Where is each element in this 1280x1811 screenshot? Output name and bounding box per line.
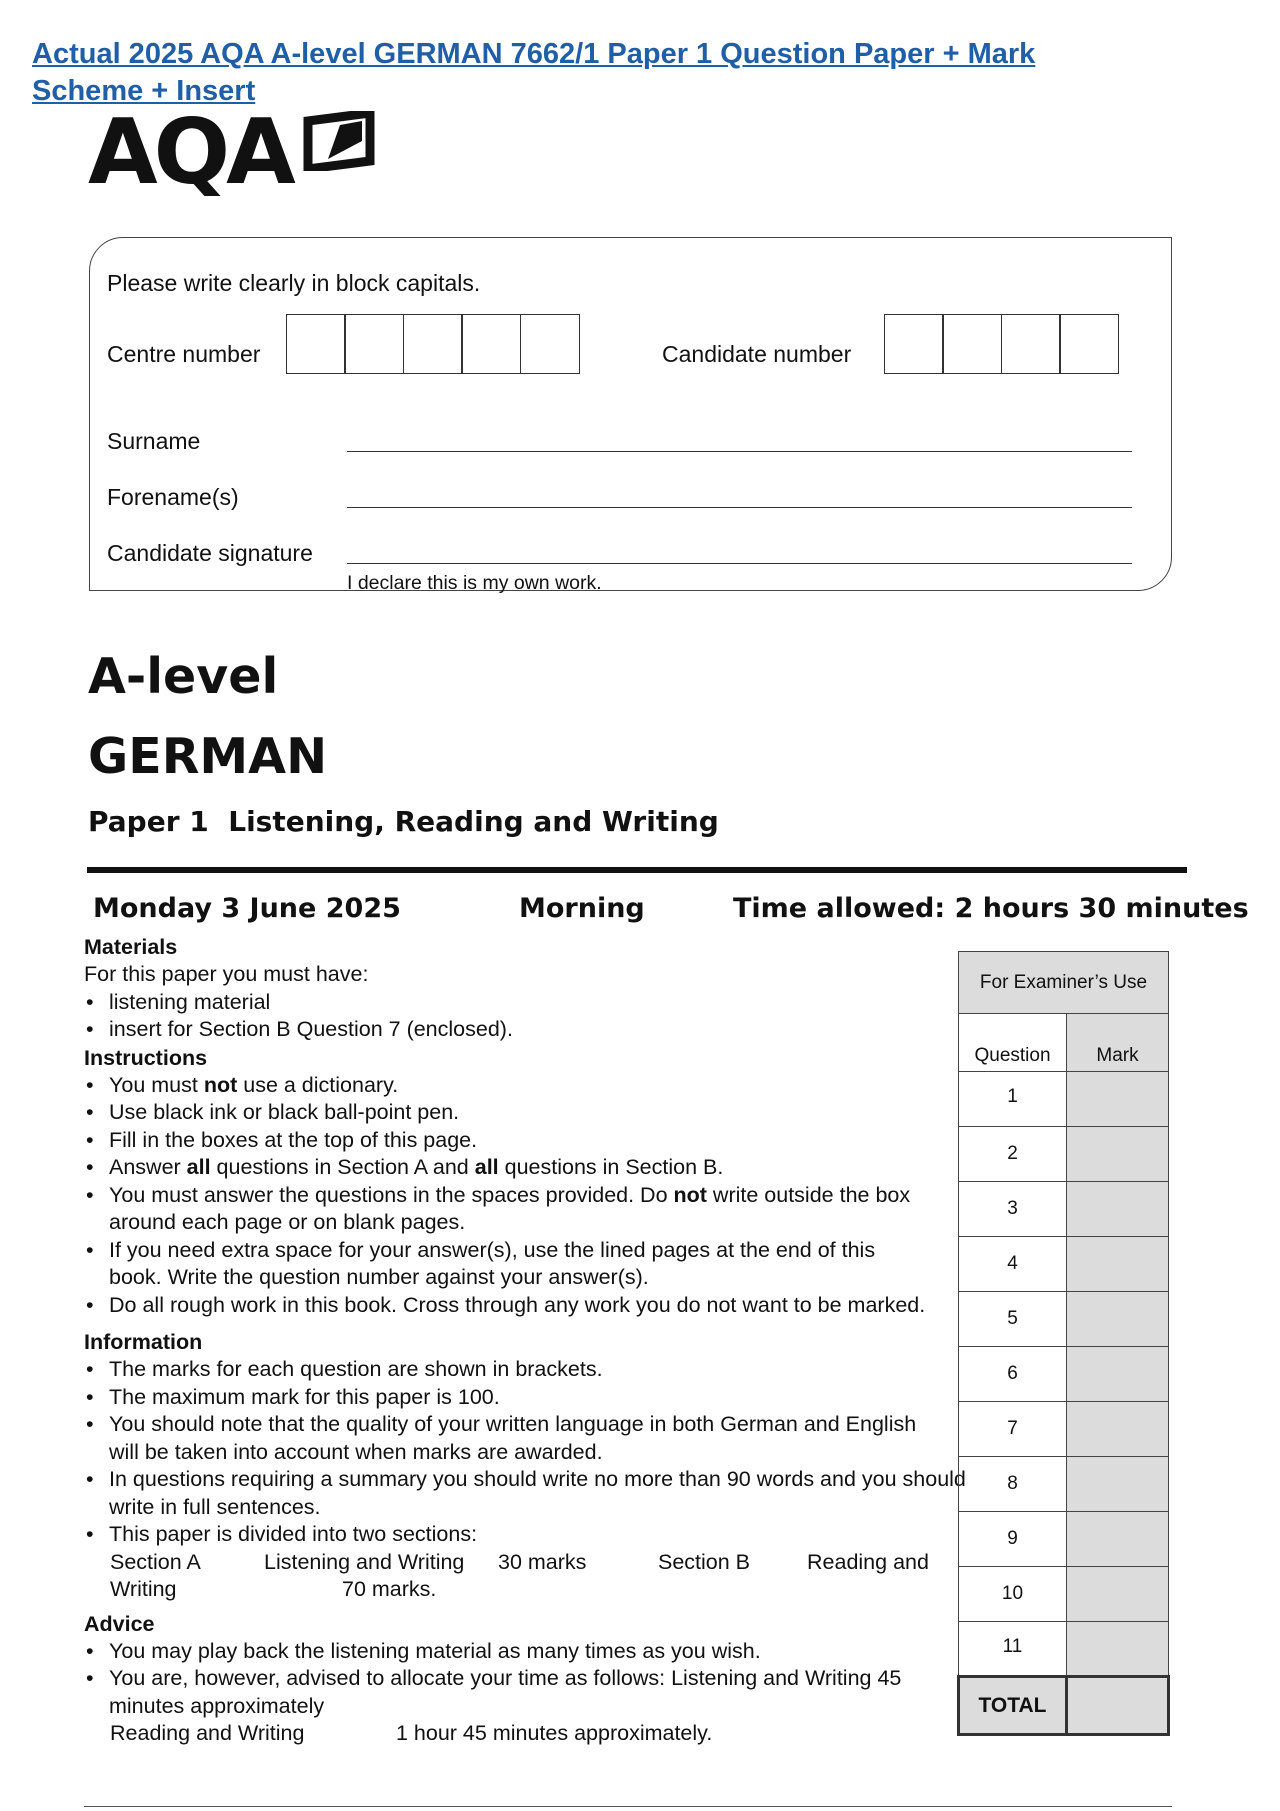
question-number: 7 bbox=[959, 1402, 1067, 1457]
materials-list bbox=[84, 989, 954, 1044]
list-item: • listening material bbox=[84, 989, 954, 1017]
list-item: • If you need extra space for your answer(s), use the lined pages at the end of this book. Write the question number against your answer(s). bbox=[84, 1237, 929, 1292]
candidate-digit-box[interactable] bbox=[942, 314, 1002, 374]
list-item: • Answer all questions in Section A and all questions in Section B. bbox=[84, 1154, 929, 1182]
document-title-link[interactable]: Actual 2025 AQA A-level GERMAN 7662/1 Paper 1 Question Paper + Mark Scheme + Insert bbox=[32, 38, 1036, 107]
mark-cell[interactable] bbox=[1067, 1622, 1169, 1677]
question-number: 1 bbox=[959, 1072, 1067, 1127]
list-item: • The maximum mark for this paper is 100. bbox=[84, 1384, 944, 1412]
aqa-logo bbox=[88, 100, 292, 205]
question-number: 3 bbox=[959, 1182, 1067, 1237]
instructions-heading: Instructions bbox=[84, 1045, 208, 1070]
list-item: • The marks for each question are shown in brackets. bbox=[84, 1356, 944, 1384]
section-b-label: Section B bbox=[658, 1549, 751, 1574]
list-item: • Use black ink or black ball-point pen. bbox=[84, 1099, 929, 1127]
total-mark-cell[interactable] bbox=[1067, 1677, 1169, 1735]
candidate-digit-box[interactable] bbox=[884, 314, 944, 374]
exam-session: Morning bbox=[519, 893, 645, 924]
rw-time: 1 hour 45 minutes approximately. bbox=[396, 1721, 713, 1745]
candidate-digit-box[interactable] bbox=[1001, 314, 1061, 374]
question-number: 9 bbox=[959, 1512, 1067, 1567]
list-item: • You must answer the questions in the spaces provided. Do not write outside the box around each page or on blank pages. bbox=[84, 1182, 929, 1237]
section-a-marks: 30 marks bbox=[498, 1549, 587, 1574]
question-number: 4 bbox=[959, 1237, 1067, 1292]
question-number: 11 bbox=[959, 1622, 1067, 1677]
centre-number-label: Centre number bbox=[107, 341, 261, 367]
surname-label: Surname bbox=[107, 428, 201, 454]
aqa-logo-text: AQA bbox=[88, 100, 292, 205]
exam-subject: GERMAN bbox=[88, 728, 328, 785]
centre-digit-box[interactable] bbox=[461, 314, 521, 374]
question-number: 2 bbox=[959, 1127, 1067, 1182]
examiner-use-table bbox=[957, 951, 1170, 1736]
total-label: TOTAL bbox=[959, 1677, 1067, 1735]
section-b-desc-cont: Writing bbox=[110, 1576, 177, 1601]
surname-field[interactable] bbox=[347, 451, 1132, 452]
signature-field[interactable] bbox=[347, 563, 1132, 564]
mark-cell[interactable] bbox=[1067, 1347, 1169, 1402]
list-item: • You may play back the listening material as many times as you wish. bbox=[84, 1638, 954, 1666]
centre-digit-box[interactable] bbox=[520, 314, 580, 374]
mark-cell[interactable] bbox=[1067, 1567, 1169, 1622]
rw-label: Reading and Writing bbox=[110, 1721, 305, 1745]
list-item: • In questions requiring a summary you should write no more than 90 words and you should write in full sentences. bbox=[84, 1466, 969, 1521]
mark-cell[interactable] bbox=[1067, 1512, 1169, 1567]
mark-column-header: Mark bbox=[1067, 1014, 1169, 1072]
section-b-marks: 70 marks. bbox=[342, 1576, 437, 1601]
mark-cell[interactable] bbox=[1067, 1402, 1169, 1457]
centre-number-boxes[interactable] bbox=[287, 314, 580, 374]
section-b-desc: Reading and bbox=[807, 1549, 929, 1574]
mark-cell[interactable] bbox=[1067, 1292, 1169, 1347]
materials-intro: For this paper you must have: bbox=[84, 962, 369, 986]
time-allowed: Time allowed: 2 hours 30 minutes bbox=[733, 893, 1249, 924]
rubric bbox=[84, 933, 966, 1748]
advice-heading: Advice bbox=[84, 1611, 155, 1636]
mark-cell[interactable] bbox=[1067, 1457, 1169, 1512]
mark-cell[interactable] bbox=[1067, 1127, 1169, 1182]
exam-date: Monday 3 June 2025 bbox=[93, 893, 401, 924]
block-capitals-instruction: Please write clearly in block capitals. bbox=[107, 270, 481, 296]
centre-digit-box[interactable] bbox=[286, 314, 346, 374]
footer-rule bbox=[84, 1806, 1172, 1807]
list-item: • insert for Section B Question 7 (enclosed). bbox=[84, 1016, 954, 1044]
list-item: • You should note that the quality of your written language in both German and English will be taken into account when marks are awarded. bbox=[84, 1411, 929, 1466]
list-item: • This paper is divided into two sections: bbox=[84, 1521, 944, 1549]
question-number: 6 bbox=[959, 1347, 1067, 1402]
title-divider bbox=[87, 867, 1187, 873]
candidate-number-label: Candidate number bbox=[662, 341, 852, 367]
exam-level: A-level bbox=[88, 648, 279, 705]
list-item: • Fill in the boxes at the top of this page. bbox=[84, 1127, 929, 1155]
materials-heading: Materials bbox=[84, 935, 178, 959]
question-number: 5 bbox=[959, 1292, 1067, 1347]
examiner-use-header: For Examiner’s Use bbox=[959, 952, 1169, 1014]
reading-writing-time bbox=[84, 1720, 954, 1748]
paper-title: Paper 1 Listening, Reading and Writing bbox=[88, 805, 719, 838]
section-a-desc: Listening and Writing bbox=[264, 1549, 465, 1574]
forename-label: Forename(s) bbox=[107, 484, 239, 510]
advice-list bbox=[84, 1638, 954, 1721]
sections-breakdown bbox=[84, 1549, 954, 1604]
section-a-label: Section A bbox=[110, 1549, 201, 1574]
question-number: 8 bbox=[959, 1457, 1067, 1512]
list-item: • Do all rough work in this book. Cross through any work you do not want to be marked. bbox=[84, 1292, 929, 1320]
aqa-flag-icon bbox=[300, 111, 380, 171]
mark-cell[interactable] bbox=[1067, 1237, 1169, 1292]
centre-digit-box[interactable] bbox=[403, 314, 463, 374]
centre-digit-box[interactable] bbox=[344, 314, 404, 374]
instructions-list bbox=[84, 1072, 929, 1320]
candidate-number-boxes[interactable] bbox=[885, 314, 1119, 374]
question-number: 10 bbox=[959, 1567, 1067, 1622]
mark-cell[interactable] bbox=[1067, 1182, 1169, 1237]
information-list bbox=[84, 1356, 966, 1549]
list-item: • You are, however, advised to allocate your time as follows: Listening and Writing 45 minutes approximately bbox=[84, 1665, 929, 1720]
mark-cell[interactable] bbox=[1067, 1072, 1169, 1127]
forename-field[interactable] bbox=[347, 507, 1132, 508]
information-heading: Information bbox=[84, 1330, 203, 1354]
candidate-digit-box[interactable] bbox=[1059, 314, 1119, 374]
signature-label: Candidate signature bbox=[107, 540, 313, 566]
list-item: • You must not use a dictionary. bbox=[84, 1072, 929, 1100]
declaration-text: I declare this is my own work. bbox=[347, 572, 602, 594]
question-column-header: Question bbox=[959, 1014, 1067, 1072]
